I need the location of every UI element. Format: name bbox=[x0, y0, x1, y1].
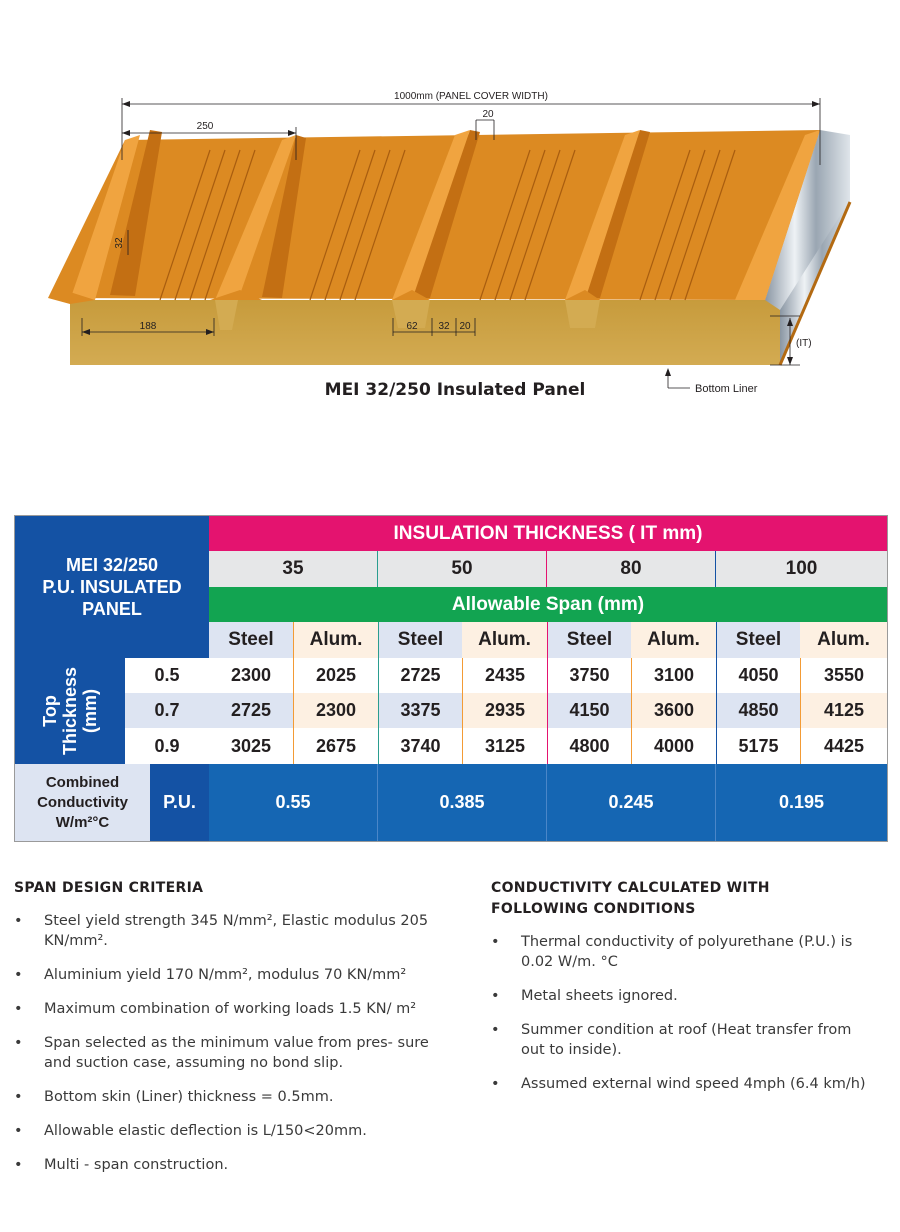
list-item-text: Assumed external wind speed 4mph (6.4 km/h) bbox=[521, 1076, 866, 1092]
conductivity-title: CONDUCTIVITY CALCULATED WITH FOLLOWING CONDITIONS bbox=[491, 880, 770, 917]
panel-diagram bbox=[0, 0, 900, 420]
top-thickness-line-1: Top bbox=[39, 695, 60, 727]
span-value: 3750 bbox=[547, 658, 631, 693]
product-title-line-3: PANEL bbox=[82, 599, 142, 619]
span-value: 2435 bbox=[462, 658, 547, 693]
dim-188: 188 bbox=[139, 321, 157, 332]
list-item-text: Steel yield strength 345 N/mm², Elastic modulus 205 KN/mm². bbox=[44, 913, 429, 949]
bullet-icon: • bbox=[14, 1157, 23, 1173]
bullet-icon: • bbox=[14, 967, 23, 983]
bullet-icon: • bbox=[491, 934, 500, 950]
list-item bbox=[491, 1020, 871, 1060]
top-thickness-line-2: Thickness bbox=[59, 666, 80, 756]
list-item bbox=[14, 1033, 454, 1073]
panel-drawing bbox=[0, 0, 900, 420]
list-item bbox=[14, 1155, 454, 1175]
list-item-text: Allowable elastic deflection is L/150<20mm. bbox=[44, 1123, 367, 1139]
insulation-header: INSULATION THICKNESS ( IT mm) bbox=[209, 516, 887, 551]
bottom-liner-label: Bottom Liner bbox=[695, 383, 758, 395]
conductivity-section bbox=[491, 878, 871, 1108]
list-item bbox=[14, 999, 454, 1019]
top-thickness-line-3: (mm) bbox=[79, 689, 100, 734]
span-value: 4125 bbox=[800, 693, 887, 728]
conductivity-label bbox=[15, 764, 150, 841]
bullet-icon: • bbox=[491, 1076, 500, 1092]
span-criteria-list bbox=[14, 911, 454, 1175]
span-criteria-section bbox=[14, 878, 454, 1189]
material-alum: Alum. bbox=[800, 622, 887, 658]
conductivity-value: 0.385 bbox=[378, 764, 547, 841]
span-value: 2300 bbox=[209, 658, 293, 693]
span-value: 3025 bbox=[209, 728, 293, 764]
cover-width-label: 1000mm (PANEL COVER WIDTH) bbox=[394, 91, 548, 102]
span-header: Allowable Span (mm) bbox=[209, 587, 887, 622]
top-thickness-value: 0.7 bbox=[125, 693, 209, 728]
span-value: 3125 bbox=[462, 728, 547, 764]
material-steel: Steel bbox=[716, 622, 800, 658]
span-value: 3375 bbox=[378, 693, 462, 728]
list-item-text: Bottom skin (Liner) thickness = 0.5mm. bbox=[44, 1089, 334, 1105]
thickness-35: 35 bbox=[209, 551, 378, 587]
conductivity-value: 0.55 bbox=[209, 764, 378, 841]
conductivity-conditions-list bbox=[491, 932, 871, 1094]
span-table bbox=[14, 515, 888, 842]
span-value: 5175 bbox=[716, 728, 800, 764]
thickness-50: 50 bbox=[378, 551, 547, 587]
span-value: 3740 bbox=[378, 728, 462, 764]
span-criteria-title: SPAN DESIGN CRITERIA bbox=[14, 880, 204, 896]
span-value: 3600 bbox=[631, 693, 716, 728]
thickness-100: 100 bbox=[716, 551, 887, 587]
span-value: 4050 bbox=[716, 658, 800, 693]
list-item-text: Summer condition at roof (Heat transfer from out to inside). bbox=[521, 1022, 852, 1058]
material-steel: Steel bbox=[378, 622, 462, 658]
span-value: 2025 bbox=[293, 658, 378, 693]
bullet-icon: • bbox=[491, 988, 500, 1004]
list-item bbox=[14, 1087, 454, 1107]
bullet-icon: • bbox=[14, 1035, 23, 1051]
bullet-icon: • bbox=[14, 1089, 23, 1105]
list-item-text: Aluminium yield 170 N/mm², modulus 70 KN/mm² bbox=[44, 967, 407, 983]
thickness-80: 80 bbox=[547, 551, 716, 587]
list-item-text: Thermal conductivity of polyurethane (P.U.) is 0.02 W/m. °C bbox=[521, 934, 853, 970]
bullet-icon: • bbox=[14, 1001, 23, 1017]
list-item bbox=[491, 932, 871, 972]
span-value: 4850 bbox=[716, 693, 800, 728]
span-value: 3550 bbox=[800, 658, 887, 693]
it-label: (IT) bbox=[796, 338, 812, 349]
span-value: 2725 bbox=[209, 693, 293, 728]
conductivity-value: 0.245 bbox=[547, 764, 716, 841]
top-thickness-value: 0.5 bbox=[125, 658, 209, 693]
span-value: 4800 bbox=[547, 728, 631, 764]
list-item bbox=[14, 965, 454, 985]
conductivity-value: 0.195 bbox=[716, 764, 887, 841]
material-alum: Alum. bbox=[631, 622, 716, 658]
list-item bbox=[491, 1074, 871, 1094]
material-steel: Steel bbox=[547, 622, 631, 658]
dim-32-bottom: 32 bbox=[438, 321, 450, 332]
list-item bbox=[14, 911, 454, 951]
span-value: 2300 bbox=[293, 693, 378, 728]
material-alum: Alum. bbox=[293, 622, 378, 658]
list-item-text: Maximum combination of working loads 1.5 KN/ m² bbox=[44, 1001, 417, 1017]
list-item bbox=[14, 1121, 454, 1141]
material-alum: Alum. bbox=[462, 622, 547, 658]
dim-250: 250 bbox=[196, 121, 214, 132]
top-thickness-value: 0.9 bbox=[125, 728, 209, 764]
conductivity-line-3: W/m²°C bbox=[55, 813, 110, 831]
list-item-text: Span selected as the minimum value from pres- sure and suction case, assuming no bond slip. bbox=[44, 1035, 429, 1071]
bullet-icon: • bbox=[491, 1022, 500, 1038]
dim-62: 62 bbox=[406, 321, 418, 332]
span-value: 2725 bbox=[378, 658, 462, 693]
span-value: 2935 bbox=[462, 693, 547, 728]
conductivity-line-2: Conductivity bbox=[37, 793, 128, 811]
product-title-line-1: MEI 32/250 bbox=[65, 555, 159, 575]
span-value: 4000 bbox=[631, 728, 716, 764]
bullet-icon: • bbox=[14, 913, 23, 929]
dim-20-top: 20 bbox=[482, 109, 494, 120]
material-steel: Steel bbox=[209, 622, 293, 658]
product-title-line-2: P.U. INSULATED bbox=[42, 577, 182, 597]
span-value: 4425 bbox=[800, 728, 887, 764]
list-item bbox=[491, 986, 871, 1006]
span-value: 3100 bbox=[631, 658, 716, 693]
conductivity-line-1: Combined bbox=[45, 773, 120, 791]
conductivity-material: P.U. bbox=[150, 764, 209, 841]
list-item-text: Metal sheets ignored. bbox=[521, 988, 678, 1004]
list-item-text: Multi - span construction. bbox=[44, 1157, 229, 1173]
panel-caption: MEI 32/250 Insulated Panel bbox=[324, 380, 586, 400]
dim-20-bottom: 20 bbox=[459, 321, 471, 332]
bullet-icon: • bbox=[14, 1123, 23, 1139]
span-value: 4150 bbox=[547, 693, 631, 728]
top-thickness-label bbox=[15, 658, 125, 764]
span-value: 2675 bbox=[293, 728, 378, 764]
product-title bbox=[15, 516, 209, 658]
dim-32-rib: 32 bbox=[114, 237, 125, 249]
